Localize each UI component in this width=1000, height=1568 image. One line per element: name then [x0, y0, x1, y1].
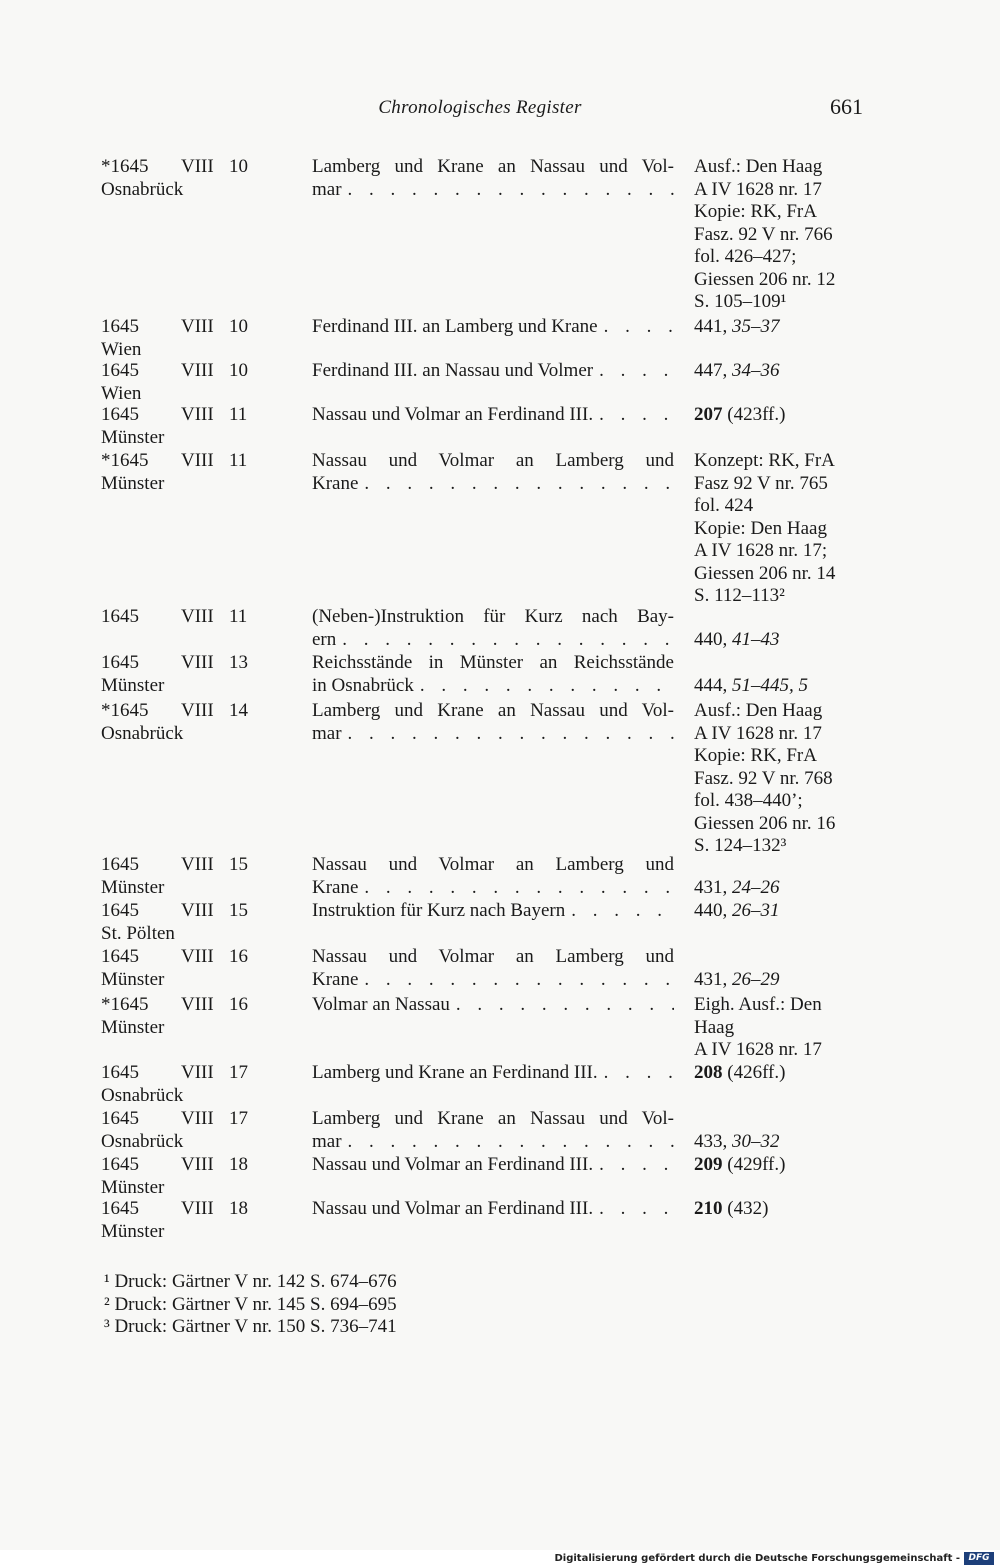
reference-line: 210 (432): [694, 1198, 769, 1219]
entry-description: [312, 450, 674, 495]
entry-day: 17: [229, 1108, 248, 1129]
description-line: Lamberg und Krane an Nassau und Vol-: [312, 156, 674, 177]
entry-place: Münster: [101, 1016, 165, 1038]
entry-day: 17: [229, 1062, 248, 1083]
entry-year: *1645: [101, 700, 149, 721]
reference-line: A IV 1628 nr. 17: [694, 178, 822, 200]
entry-day: 16: [229, 994, 248, 1015]
entry-description: [312, 854, 674, 899]
entry-description: [312, 994, 674, 1017]
reference-line: A IV 1628 nr. 17: [694, 1039, 822, 1060]
entry-month: VIII: [181, 700, 214, 721]
entry-month: VIII: [181, 1154, 214, 1175]
running-header: Chronologisches Register: [378, 97, 582, 118]
reference-line: fol. 424: [694, 495, 754, 516]
reference-line: Giessen 206 nr. 14: [694, 562, 836, 584]
entry-reference: [694, 1108, 884, 1153]
reference-line: [694, 606, 884, 629]
reference-line: [694, 1108, 884, 1131]
entry-date: [101, 1108, 301, 1153]
entry-year: 1645: [101, 404, 139, 425]
description-line: ern: [312, 628, 337, 650]
entry-year: *1645: [101, 156, 149, 177]
leader-dots: [364, 969, 674, 992]
entry-reference: [694, 994, 884, 1062]
entry-place: Münster: [101, 1176, 165, 1198]
leader-dots: [604, 316, 674, 339]
entry-month: VIII: [181, 994, 214, 1015]
entry-reference: [694, 900, 884, 923]
reference-line: 441, 35–37: [694, 316, 780, 337]
entry-date: [101, 316, 301, 361]
description-line: Krane: [312, 876, 359, 898]
entry-year: 1645: [101, 1108, 139, 1129]
reference-line: Kopie: RK, FrA: [694, 201, 817, 222]
entry-day: 13: [229, 652, 248, 673]
reference-line: Fasz 92 V nr. 765: [694, 472, 828, 494]
reference-line: 444, 51–445, 5: [694, 674, 808, 696]
entry-place: Wien: [101, 338, 142, 360]
entry-year: 1645: [101, 1198, 139, 1219]
leader-dots: [456, 994, 674, 1017]
entry-description: [312, 404, 674, 427]
entry-date: [101, 946, 301, 991]
entry-day: 15: [229, 900, 248, 921]
entry-date: [101, 994, 301, 1039]
reference-line: Ausf.: Den Haag: [694, 156, 823, 177]
entry-year: 1645: [101, 316, 139, 337]
reference-line: 209 (429ff.): [694, 1154, 786, 1175]
footnotes: [104, 1271, 397, 1339]
leader-dots: [348, 1131, 674, 1154]
reference-line: 440, 26–31: [694, 900, 780, 921]
entry-day: 15: [229, 854, 248, 875]
entry-year: 1645: [101, 606, 139, 627]
reference-line: 440, 41–43: [694, 628, 780, 650]
reference-line: [694, 946, 884, 969]
reference-line: Fasz. 92 V nr. 768: [694, 767, 833, 789]
reference-line: Fasz. 92 V nr. 766: [694, 223, 833, 245]
entry-place: Osnabrück: [101, 722, 184, 744]
footnote: ¹ Druck: Gärtner V nr. 142 S. 674–676: [104, 1271, 397, 1292]
entry-description: [312, 156, 674, 201]
reference-line: S. 124–132³: [694, 835, 787, 856]
entry-month: VIII: [181, 450, 214, 471]
reference-line: 447, 34–36: [694, 360, 780, 381]
entry-place: Wien: [101, 382, 142, 404]
entry-description: [312, 1198, 674, 1221]
entry-month: VIII: [181, 854, 214, 875]
entry-reference: [694, 946, 884, 991]
description-line: Nassau und Volmar an Ferdinand III.: [312, 1154, 594, 1175]
reference-line: 431, 26–29: [694, 968, 780, 990]
description-line: mar: [312, 722, 342, 744]
entry-month: VIII: [181, 900, 214, 921]
entry-reference: [694, 652, 884, 697]
entry-description: [312, 652, 674, 697]
entry-year: *1645: [101, 450, 149, 471]
entry-year: *1645: [101, 994, 149, 1015]
entry-reference: [694, 156, 884, 314]
entry-year: 1645: [101, 652, 139, 673]
entry-month: VIII: [181, 652, 214, 673]
entry-year: 1645: [101, 1062, 139, 1083]
entry-description: [312, 900, 674, 923]
entry-description: [312, 360, 674, 383]
reference-line: [694, 652, 884, 675]
entry-reference: [694, 360, 884, 383]
reference-line: Eigh. Ausf.: Den: [694, 994, 822, 1015]
footnote: ³ Druck: Gärtner V nr. 150 S. 736–741: [104, 1316, 397, 1337]
leader-dots: [604, 1062, 674, 1085]
entry-day: 11: [229, 606, 248, 627]
reference-line: Kopie: RK, FrA: [694, 745, 817, 766]
entry-place: Münster: [101, 968, 165, 990]
entry-description: [312, 316, 674, 339]
entry-place: St. Pölten: [101, 922, 175, 944]
entry-day: 14: [229, 700, 248, 721]
description-line: Krane: [312, 472, 359, 494]
entry-year: 1645: [101, 854, 139, 875]
reference-line: Giessen 206 nr. 12: [694, 268, 836, 290]
reference-line: Kopie: Den Haag: [694, 517, 827, 539]
entry-month: VIII: [181, 606, 214, 627]
leader-dots: [364, 877, 674, 900]
page-number: 661: [830, 94, 863, 119]
entry-place: Osnabrück: [101, 1130, 184, 1152]
entry-place: Münster: [101, 426, 165, 448]
entry-description: [312, 606, 674, 651]
dfg-logo: DFG: [964, 1552, 994, 1565]
leader-dots: [420, 675, 674, 698]
entry-date: [101, 700, 301, 745]
entry-date: [101, 1062, 301, 1107]
entry-place: Osnabrück: [101, 178, 184, 200]
entry-month: VIII: [181, 1108, 214, 1129]
entry-day: 10: [229, 316, 248, 337]
entry-year: 1645: [101, 946, 139, 967]
entry-description: [312, 1062, 674, 1085]
leader-dots: [348, 723, 674, 746]
entry-day: 18: [229, 1154, 248, 1175]
footnote: ² Druck: Gärtner V nr. 145 S. 694–695: [104, 1293, 397, 1315]
leader-dots: [364, 473, 674, 496]
description-line: Nassau und Volmar an Lamberg und: [312, 946, 674, 967]
leader-dots: [599, 404, 674, 427]
entry-place: Münster: [101, 674, 165, 696]
description-line: Nassau und Volmar an Lamberg und: [312, 450, 674, 471]
entry-month: VIII: [181, 1198, 214, 1219]
entry-reference: [694, 606, 884, 651]
entry-month: VIII: [181, 946, 214, 967]
entry-date: [101, 1154, 301, 1199]
reference-line: fol. 426–427;: [694, 246, 797, 267]
entry-day: 18: [229, 1198, 248, 1219]
description-line: Lamberg und Krane an Ferdinand III.: [312, 1062, 598, 1083]
description-line: (Neben-)Instruktion für Kurz nach Bay-: [312, 606, 674, 627]
entry-date: [101, 606, 301, 629]
entry-month: VIII: [181, 156, 214, 177]
entry-day: 10: [229, 360, 248, 381]
description-line: Volmar an Nassau: [312, 994, 450, 1015]
description-line: Instruktion für Kurz nach Bayern: [312, 900, 566, 921]
leader-dots: [571, 900, 674, 923]
reference-line: S. 105–109¹: [694, 291, 787, 312]
footer-bar: [0, 1550, 1000, 1568]
leader-dots: [599, 1198, 674, 1221]
entry-date: [101, 404, 301, 449]
entry-reference: [694, 316, 884, 339]
description-line: Reichsstände in Münster an Reichsstände: [312, 652, 674, 673]
reference-line: [694, 854, 884, 877]
entry-reference: [694, 700, 884, 858]
reference-line: Haag: [694, 1016, 735, 1038]
entry-date: [101, 156, 301, 201]
entry-reference: [694, 404, 884, 427]
description-line: Lamberg und Krane an Nassau und Vol-: [312, 700, 674, 721]
description-line: Lamberg und Krane an Nassau und Vol-: [312, 1108, 674, 1129]
entry-date: [101, 854, 301, 899]
leader-dots: [599, 360, 674, 383]
entry-date: [101, 900, 301, 945]
description-line: Ferdinand III. an Nassau und Volmer: [312, 360, 594, 381]
entry-place: Münster: [101, 472, 165, 494]
reference-line: fol. 438–440’;: [694, 790, 803, 811]
reference-line: A IV 1628 nr. 17: [694, 722, 822, 744]
description-line: Ferdinand III. an Lamberg und Krane: [312, 316, 598, 337]
entry-place: Münster: [101, 876, 165, 898]
leader-dots: [342, 629, 674, 652]
funding-notice: Digitalisierung gefördert durch die Deutsche Forschungsgemeinschaft -: [554, 1553, 960, 1564]
entry-date: [101, 360, 301, 405]
reference-line: 208 (426ff.): [694, 1062, 786, 1083]
entry-reference: [694, 450, 884, 608]
leader-dots: [348, 179, 674, 202]
reference-line: Ausf.: Den Haag: [694, 700, 823, 721]
entry-month: VIII: [181, 360, 214, 381]
description-line: Krane: [312, 968, 359, 990]
reference-line: A IV 1628 nr. 17;: [694, 540, 828, 561]
description-line: Nassau und Volmar an Ferdinand III.: [312, 404, 594, 425]
entry-reference: [694, 854, 884, 899]
entry-description: [312, 946, 674, 991]
entry-date: [101, 450, 301, 495]
entry-reference: [694, 1154, 884, 1177]
entry-year: 1645: [101, 360, 139, 381]
reference-line: Giessen 206 nr. 16: [694, 812, 836, 834]
entry-month: VIII: [181, 1062, 214, 1083]
entry-description: [312, 700, 674, 745]
entry-date: [101, 1198, 301, 1243]
description-line: Nassau und Volmar an Lamberg und: [312, 854, 674, 875]
reference-line: S. 112–113²: [694, 585, 785, 606]
reference-line: Konzept: RK, FrA: [694, 450, 835, 471]
description-line: mar: [312, 178, 342, 200]
entry-place: Münster: [101, 1220, 165, 1242]
entry-reference: [694, 1198, 884, 1221]
entry-month: VIII: [181, 316, 214, 337]
description-line: mar: [312, 1130, 342, 1152]
entry-description: [312, 1108, 674, 1153]
entry-year: 1645: [101, 1154, 139, 1175]
entry-year: 1645: [101, 900, 139, 921]
entry-day: 11: [229, 404, 248, 425]
description-line: Nassau und Volmar an Ferdinand III.: [312, 1198, 594, 1219]
entry-place: Osnabrück: [101, 1084, 184, 1106]
reference-line: 207 (423ff.): [694, 404, 786, 425]
entry-day: 10: [229, 156, 248, 177]
entry-month: VIII: [181, 404, 214, 425]
entry-reference: [694, 1062, 884, 1085]
leader-dots: [599, 1154, 674, 1177]
reference-line: 433, 30–32: [694, 1130, 780, 1152]
entry-description: [312, 1154, 674, 1177]
description-line: in Osnabrück: [312, 674, 414, 696]
entry-date: [101, 652, 301, 697]
entry-day: 16: [229, 946, 248, 967]
entry-day: 11: [229, 450, 248, 471]
reference-line: 431, 24–26: [694, 876, 780, 898]
